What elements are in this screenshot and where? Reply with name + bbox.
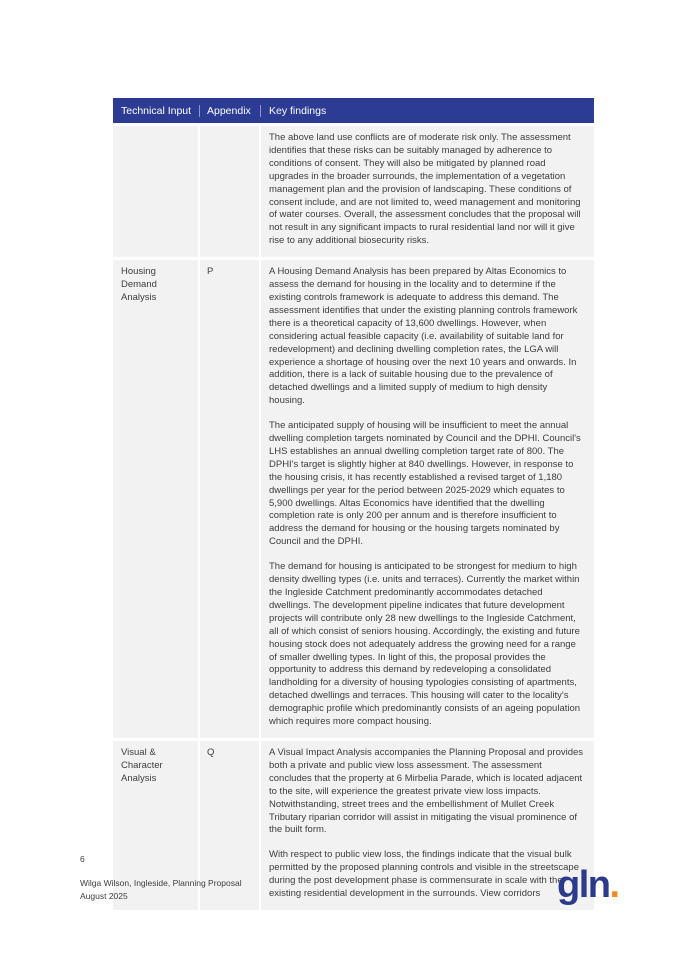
- appendix-cell: P: [200, 260, 259, 738]
- finding-paragraph: The above land use conflicts are of moderate risk only. The assessment identifies that these risks can be suitably managed by adherence to conditions of consent. They will also be mitigated by planned road upgrades in the broader surrounds, the implementation of a vegetation management plan and the provision of landscaping. These conditions of consent include, and are not limited to, weed management and monitoring of water courses. Overall, the assessment concludes that the proposal will not result in any significant impacts to rural residential land nor will it give rise to any additional biosecurity risks.: [269, 132, 581, 247]
- technical-input-cell: Housing Demand Analysis: [113, 260, 198, 738]
- appendix-cell: Q: [200, 741, 259, 910]
- key-findings-cell: [261, 260, 594, 738]
- finding-paragraph: The anticipated supply of housing will be insufficient to meet the annual dwelling completion targets nominated by Council and the DPHI. Council's LHS establishes an annual dwelling completion target rate of 800. The DPHI's target is slightly higher at 840 dwellings. However, in response to the housing crisis, it has recently established a revised target of 1,180 dwellings per year for the period between 2025-2029 which equates to 5,900 dwellings. Altas Economics have identified that the dwelling completion rate is only 200 per annum and is therefore insufficient to address the demand for housing or the housing targets nominated by Council and the DPHI.: [269, 420, 581, 548]
- technical-input-cell: [113, 126, 198, 257]
- findings-table: [113, 98, 594, 910]
- table-row-land-use-continuation: [113, 126, 594, 257]
- gln-logo: [557, 866, 619, 904]
- appendix-cell: [200, 126, 259, 257]
- technical-input-cell: Visual & Character Analysis: [113, 741, 198, 910]
- key-findings-cell: [261, 126, 594, 257]
- finding-paragraph: The demand for housing is anticipated to be strongest for medium to high density dwelling types (i.e. units and terraces). Currently the market within the Ingleside Catchment predominantly accommodates detached dwellings. The development pipeline indicates that future development projects will contribute only 28 new dwellings to the Ingleside Catchment, all of which consist of seniors housing. Accordingly, the existing and future housing stock does not adequately address the growing need for a range of smaller dwelling types. In light of this, the proposal provides the opportunity to address this demand by redeveloping a consolidated landholding for a diversity of housing typologies consisting of apartments, detached dwellings and terraces. This housing will cater to the locality's demographic profile which predominantly consists of an ageing population which requires more compact housing.: [269, 561, 581, 728]
- table-header-row: [113, 98, 594, 123]
- column-header-technical-input: Technical Input: [113, 105, 200, 117]
- finding-paragraph: A Visual Impact Analysis accompanies the Planning Proposal and provides both a private and public view loss assessment. The assessment concludes that the property at 6 Mirbelia Parade, which is located adjacent to the site, will experience the greatest private view loss impacts. Notwithstanding, street trees and the embellishment of Mullet Creek Tributary riparian corridor will assist in mitigating the visual prominence of the built form.: [269, 746, 584, 836]
- finding-paragraph: With respect to public view loss, the findings indicate that the visual bulk permitted by the proposed planning controls and visible in the streetscape during the post development phase is commensurate in scale with the existing residential development in the surrounds. View corridors: [269, 849, 579, 900]
- column-header-key-findings: Key findings: [269, 104, 327, 117]
- column-header-appendix: Appendix: [200, 105, 261, 117]
- table-row-housing-demand-analysis: [113, 260, 594, 738]
- gln-logo-text: gln: [557, 864, 610, 906]
- page-number: 6: [80, 854, 85, 864]
- gln-logo-dot: .: [609, 864, 619, 906]
- finding-paragraph: A Housing Demand Analysis has been prepared by Altas Economics to assess the demand for housing in the locality and to determine if the existing controls framework is adequate to address this demand. The assessment identifies that under the existing planning controls framework there is a theoretical capacity of 13,600 dwellings. However, when considering actual feasible capacity (i.e. availability of suitable land for redevelopment) and declining dwelling completion rates, the LGA will experience a shortage of housing over the next 10 years and onwards. In addition, there is a lack of suitable housing due to the prevalence of detached dwellings and a limited supply of medium to high density housing.: [269, 266, 578, 407]
- key-findings-cell: [261, 741, 594, 910]
- footer-document-title: Wilga Wilson, Ingleside, Planning Proposal: [80, 878, 242, 888]
- footer-date: August 2025: [80, 891, 128, 901]
